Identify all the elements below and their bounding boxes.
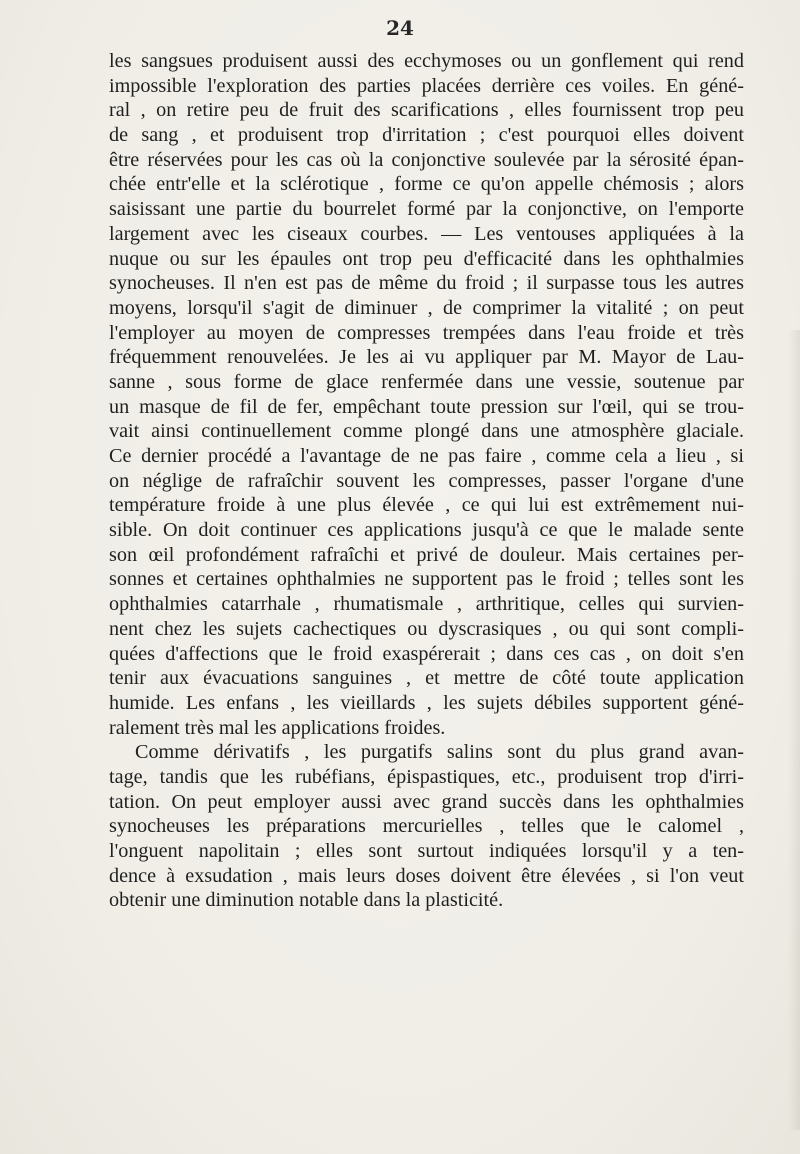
text-line: saisissant une partie du bourrelet formé par la conjonctive, on l'emporte [109, 198, 744, 221]
text-line: sonnes et certaines ophthalmies ne supportent pas le froid ; telles sont les [109, 568, 744, 591]
body-text [109, 49, 744, 913]
text-line: Comme dérivatifs , les purgatifs salins sont du plus grand avan- [135, 741, 744, 764]
text-line: humide. Les enfans , les vieillards , les sujets débiles supportent géné- [109, 691, 744, 714]
text-line: ralement très mal les applications froides. [109, 716, 446, 739]
text-line: tage, tandis que les rubéfians, épispastiques, etc., produisent trop d'irri- [109, 765, 744, 788]
text-line: sible. On doit continuer ces applications jusqu'à ce que le malade sente [109, 519, 744, 542]
text-line: son œil profondément rafraîchi et privé de douleur. Mais certaines per- [109, 543, 744, 566]
text-line: l'employer au moyen de compresses trempées dans l'eau froide et très [109, 321, 744, 344]
text-line: sanne , sous forme de glace renfermée dans une vessie, soutenue par [109, 370, 744, 393]
text-line: les sangsues produisent aussi des ecchymoses ou un gonflement qui rend [109, 50, 744, 72]
text-line: dence à exsudation , mais leurs doses doivent être élevées , si l'on veut [109, 864, 744, 887]
text-line: l'onguent napolitain ; elles sont surtout indiquées lorsqu'il y a ten- [109, 840, 744, 862]
text-line: quées d'affections que le froid exaspérerait ; dans ces cas , on doit s'en [109, 642, 744, 665]
text-line: être réservées pour les cas où la conjonctive soulevée par la sérosité épan- [109, 148, 744, 171]
text-line: de sang , et produisent trop d'irritation ; c'est pourquoi elles doivent [109, 124, 744, 147]
text-line: ral , on retire peu de fruit des scarifications , elles fournissent trop peu [109, 99, 744, 122]
page-edge-shadow [788, 330, 800, 1130]
text-line: on néglige de rafraîchir souvent les compresses, passer l'organe d'une [109, 469, 744, 492]
text-line: chée entr'elle et la sclérotique , forme ce qu'on appelle chémosis ; alors [109, 173, 744, 196]
text-line: nent chez les sujets cachectiques ou dyscrasiques , ou qui sont compli- [109, 617, 744, 640]
page-number: 24 [386, 16, 414, 40]
text-line: Ce dernier procédé a l'avantage de ne pas faire , comme cela a lieu , si [109, 445, 744, 467]
text-line: tation. On peut employer aussi avec grand succès dans les ophthalmies [109, 790, 744, 813]
text-line: synocheuses. Il n'en est pas de même du froid ; il surpasse tous les autres [109, 272, 744, 295]
text-line: température froide à une plus élevée , ce qui lui est extrêmement nui- [109, 494, 744, 517]
text-line: un masque de fil de fer, empêchant toute pression sur l'œil, qui se trou- [109, 395, 744, 418]
text-line: ophthalmies catarrhale , rhumatismale , arthritique, celles qui survien- [109, 593, 744, 616]
text-line: moyens, lorsqu'il s'agit de diminuer , de comprimer la vitalité ; on peut [109, 296, 744, 319]
text-line: vait ainsi continuellement comme plongé dans une atmosphère glaciale. [109, 420, 744, 443]
text-line: synocheuses les préparations mercurielles , telles que le calomel , [109, 815, 744, 838]
text-line: fréquemment renouvelées. Je les ai vu appliquer par M. Mayor de Lau- [109, 346, 744, 369]
text-line: nuque ou sur les épaules ont trop peu d'efficacité dans les ophthalmies [109, 247, 744, 270]
text-line: largement avec les ciseaux courbes. — Les ventouses appliquées à la [109, 222, 744, 245]
text-line: obtenir une diminution notable dans la plasticité. [109, 889, 504, 912]
text-line: impossible l'exploration des parties placées derrière ces voiles. En géné- [109, 74, 744, 97]
text-line: tenir aux évacuations sanguines , et mettre de côté toute application [109, 667, 744, 690]
